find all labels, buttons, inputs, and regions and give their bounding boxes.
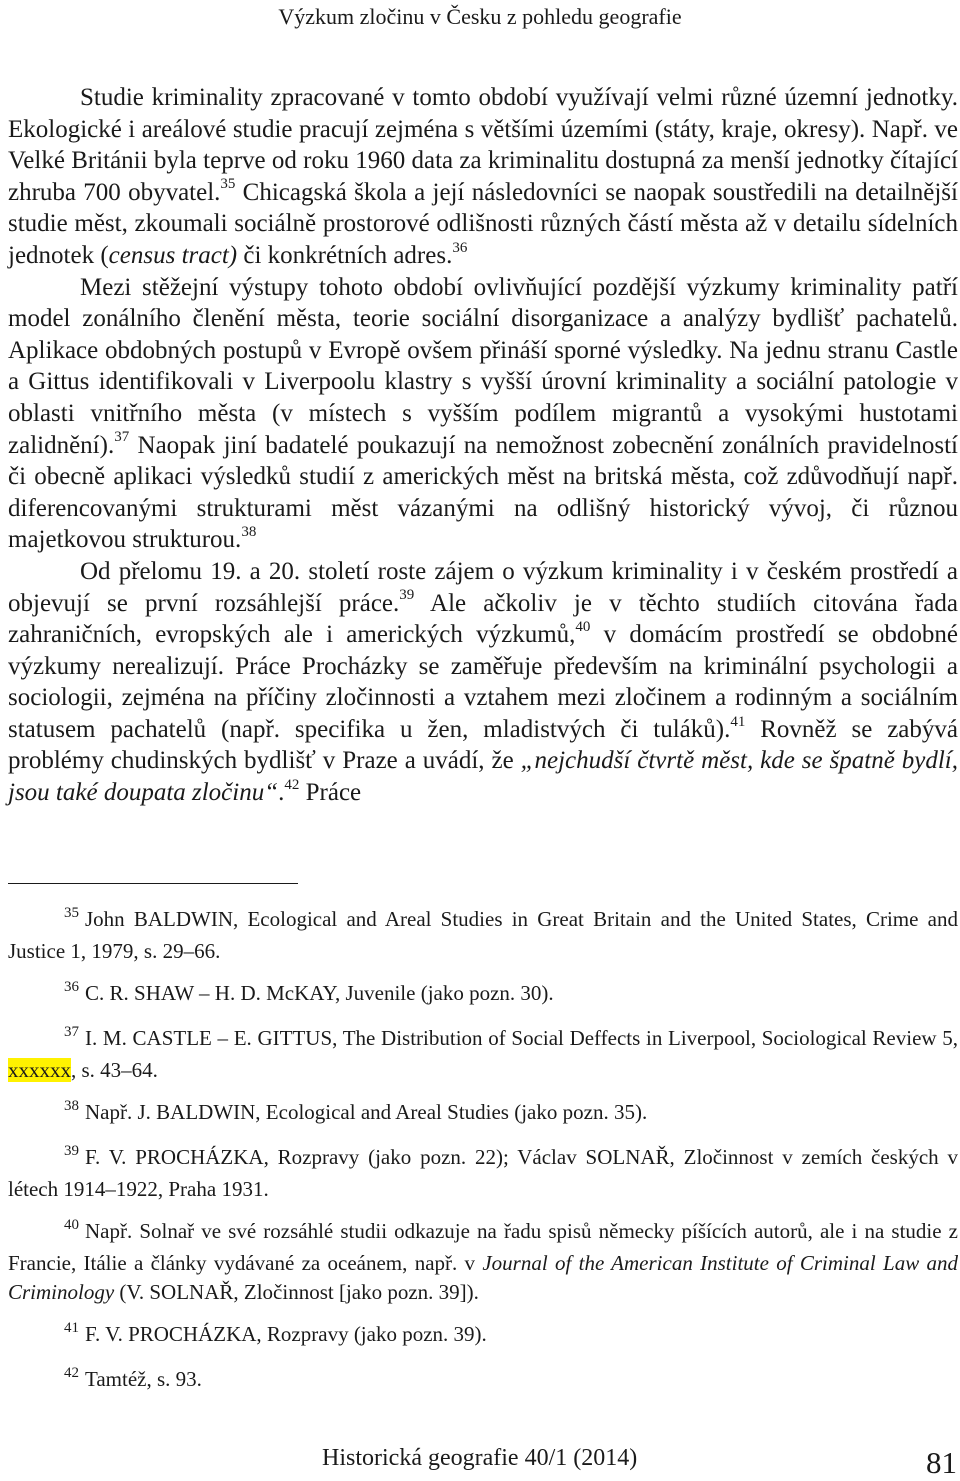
footnote-42 — [8, 1365, 958, 1397]
footnotes — [8, 905, 958, 1410]
footnote-number: 39 — [64, 1143, 79, 1159]
p3-quote: „nejchudší čtvrtě měst, kde se špatně bydlí, jsou také doupata zločinu“ — [8, 747, 958, 807]
footnote-number: 42 — [64, 1365, 79, 1381]
page-number: 81 — [926, 1445, 957, 1480]
p1-text-3: či konkrétních adres. — [237, 241, 453, 269]
p3-text-6: Práce — [299, 779, 362, 807]
footnote-40 — [8, 1217, 958, 1307]
p2-text-2: Naopak jiní badatelé poukazují na nemožnost zobecnění zonálních pravidelností či obecně aplikaci výsledků studií z amerických měst na britská města, což zdůvodňují např. diferencovanými strukturami měst vázanými na odlišný historický vývoj, či různou majetkovou strukturou. — [8, 431, 958, 554]
paragraph-3 — [8, 556, 958, 809]
footnote-text: C. R. SHAW – H. D. McKAY, Juvenile (jako pozn. 30). — [85, 981, 554, 1005]
footnote-number: 41 — [64, 1320, 79, 1336]
p1-text-2: Chicagská škola a její následovníci se naopak soustředili na detailnější studie měst, zkoumali sociálně prostorové odlišnosti různých částí města až v detailu sídelních jednotek ( — [8, 178, 958, 269]
journal-title: Journal of the American Institute of Criminal Law and Criminology — [8, 1251, 958, 1304]
paragraph-1 — [8, 82, 958, 272]
p1-text-1: Studie kriminality zpracované v tomto období využívají velmi různé územní jednotky. Ekologické i areálové studie pracují zejména s většími územími (státy, kraje, okresy). Např. ve Velké Británii byla teprve od roku 1960 data za kriminalitu dostupná za menší jednotky čítající zhruba 700 obyvatel. — [8, 84, 958, 206]
footnote-text: John BALDWIN, Ecological and Areal Studies in Great Britain and the United States, Crime and Justice 1, 1979, s. 29–66. — [8, 907, 958, 963]
footnote-39 — [8, 1143, 958, 1204]
footnote-separator — [8, 883, 298, 884]
footnote-38 — [8, 1098, 958, 1130]
footnote-number: 37 — [64, 1024, 79, 1040]
footnote-text: Tamtéž, s. 93. — [85, 1367, 202, 1391]
p2-text-1: Mezi stěžejní výstupy tohoto období ovlivňující pozdější výzkumy kriminality patří model zonálního členění města, teorie sociální disorganizace a analýzy bydlišť pachatelů. Aplikace obdobných postupů v Evropě ovšem přináší sporné výsledky. Na jednu stranu Castle a Gittus identifikovali v Liverpoolu klastry s vyšší úrovní kriminality a sociální patologie v oblasti vnitřního města (v místech s vyšším podílem migrantů a vysokými hustotami zalidnění). — [8, 273, 958, 459]
footnote-text: F. V. PROCHÁZKA, Rozpravy (jako pozn. 39). — [85, 1322, 487, 1346]
footnote-ref-42[interactable]: 42 — [284, 776, 300, 793]
footnote-41 — [8, 1320, 958, 1352]
footnote-ref-39[interactable]: 39 — [399, 587, 415, 604]
p3-text-2: Ale ačkoliv je v těchto studiích citována řada zahraničních, evropských ale i amerických výzkumů, — [8, 589, 958, 649]
paragraph-2 — [8, 272, 958, 556]
footnote-ref-38[interactable]: 38 — [241, 523, 257, 540]
footnote-ref-37[interactable]: 37 — [114, 429, 130, 446]
footnote-text: I. M. CASTLE – E. GITTUS, The Distribution of Social Deffects in Liverpool, Sociological Review 5, — [85, 1026, 958, 1050]
footnote-text: Např. Solnař ve své rozsáhlé studii odkazuje na řadu spisů německy píšících autorů, ale i na studie z Francie, Itálie a články vydávané za oceánem, např. v — [8, 1219, 958, 1275]
footnote-36 — [8, 979, 958, 1011]
footnote-number: 40 — [64, 1217, 79, 1233]
running-header: Výzkum zločinu v Česku z pohledu geografie — [278, 4, 682, 29]
footnote-number: 38 — [64, 1098, 79, 1114]
main-text — [8, 82, 958, 809]
p3-text-3: v domácím prostředí se obdobné výzkumy nerealizují. Práce Procházky se zaměřuje především na kriminální psychologii a sociologii, zejména na příčiny zločinnosti a vztahem mezi zločinem a rodinným a sociálním statusem pachatelů (např. specifika u žen, mladistvých či tuláků). — [8, 621, 958, 743]
footnote-35 — [8, 905, 958, 966]
footer-journal: Historická geografie 40/1 (2014) — [322, 1445, 638, 1471]
footnote-37 — [8, 1024, 958, 1085]
highlighted-placeholder: xxxxxx — [8, 1058, 71, 1082]
footnote-text-end: , s. 43–64. — [71, 1058, 158, 1082]
p1-italic-term: census tract) — [108, 241, 238, 269]
p3-text-4: Rovněž se zabývá problémy chudinských bydlišť v Praze a uvádí, že — [8, 715, 959, 775]
footnote-text: Např. J. BALDWIN, Ecological and Areal Studies (jako pozn. 35). — [85, 1100, 648, 1124]
footnote-ref-40[interactable]: 40 — [575, 618, 591, 635]
footnote-number: 35 — [64, 905, 79, 921]
footnote-number: 36 — [64, 979, 79, 995]
footnote-ref-35[interactable]: 35 — [220, 176, 236, 193]
footnote-ref-41[interactable]: 41 — [730, 713, 746, 730]
footnote-text-end: (V. SOLNAŘ, Zločinnost [jako pozn. 39]). — [114, 1280, 479, 1304]
footnote-text: F. V. PROCHÁZKA, Rozpravy (jako pozn. 22); Václav SOLNAŘ, Zločinnost v zemích českých v létech 1914–1922, Praha 1931. — [8, 1145, 958, 1201]
footnote-ref-36[interactable]: 36 — [452, 239, 468, 256]
p3-text-1: Od přelomu 19. a 20. století roste zájem o výzkum kriminality i v českém prostředí a objevují se první rozsáhlejší práce. — [8, 557, 958, 617]
p3-text-5: . — [278, 779, 285, 807]
